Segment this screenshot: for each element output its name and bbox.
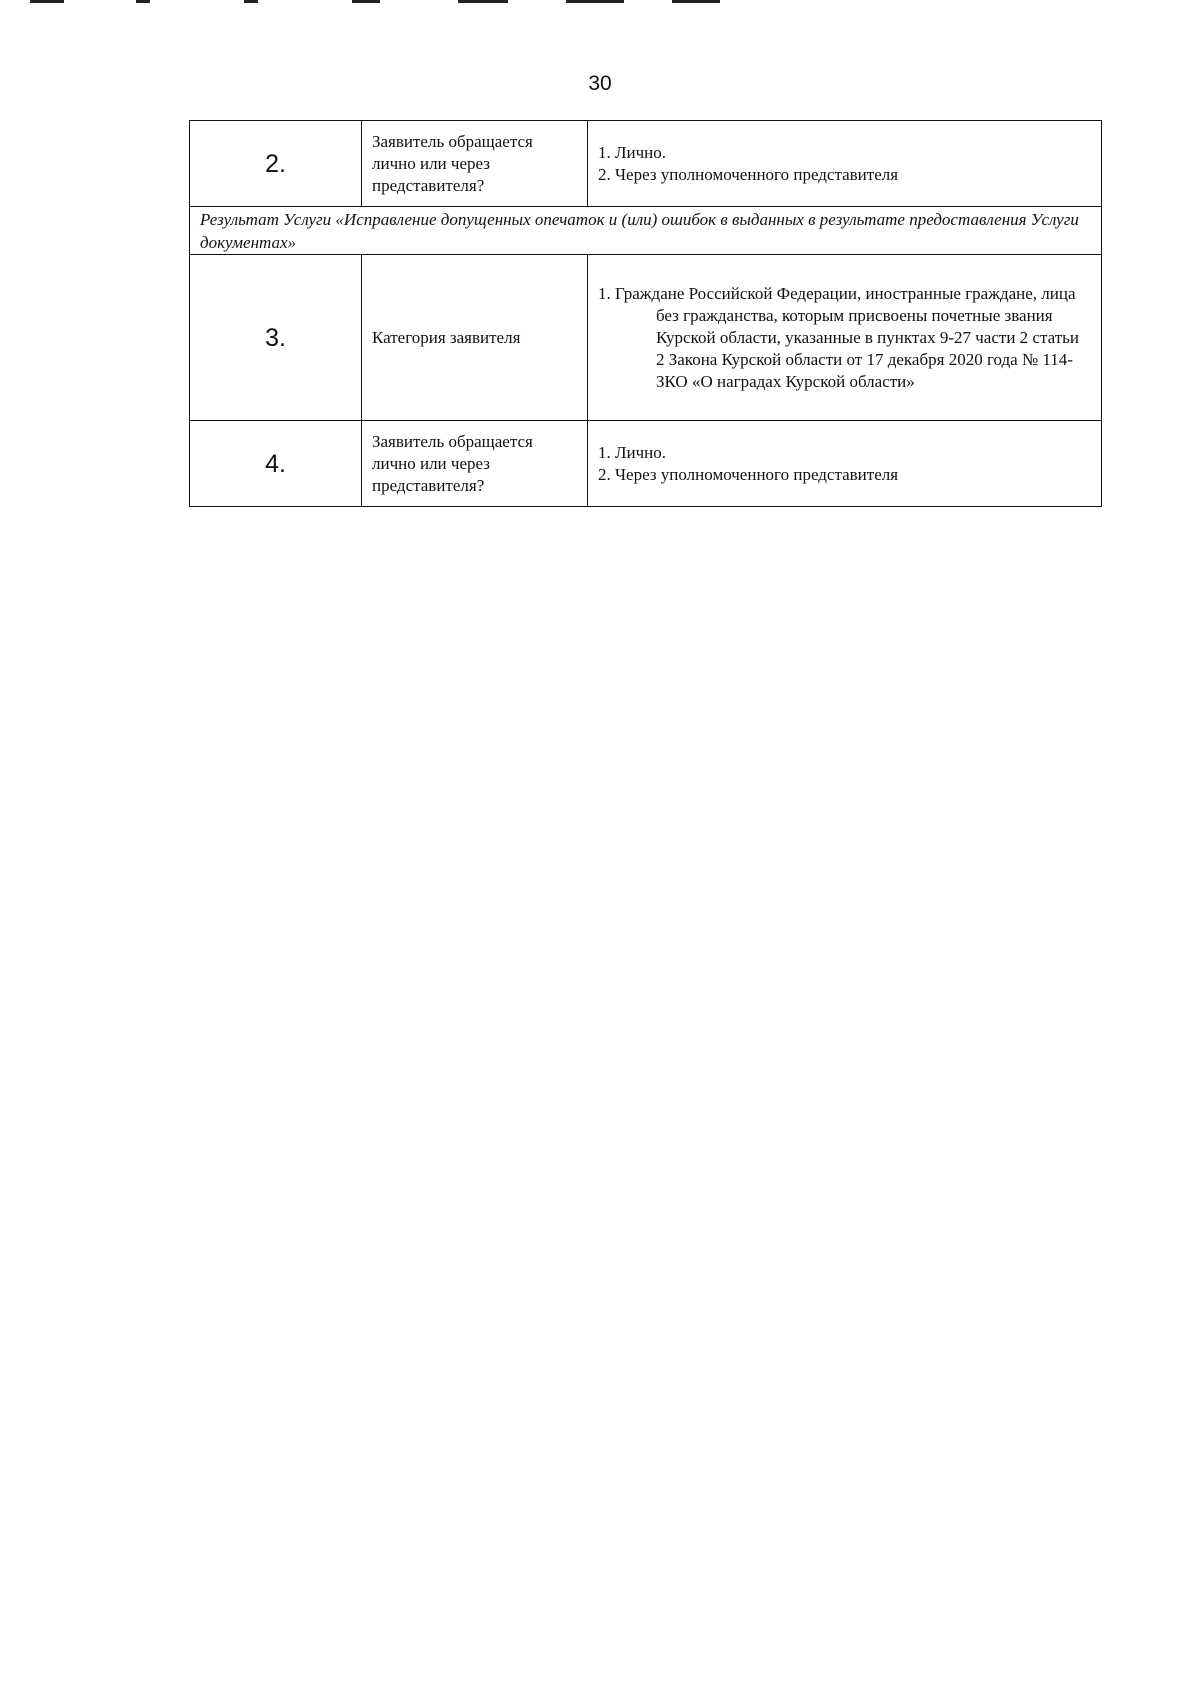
applicant-criteria-table — [189, 120, 1102, 507]
page-number: 30 — [588, 72, 612, 95]
section-header-row — [190, 207, 1102, 255]
section-header: Результат Услуги «Исправление допущенных опечаток и (или) ошибок в выданных в результате предоставления Услуги документах» — [190, 207, 1102, 255]
row-question: Категория заявителя — [362, 255, 588, 421]
row-answers — [588, 121, 1102, 207]
row-question: Заявитель обращается лично или через представителя? — [362, 421, 588, 507]
table-row — [190, 421, 1102, 507]
row-answers — [588, 421, 1102, 507]
row-question: Заявитель обращается лично или через представителя? — [362, 121, 588, 207]
row-answers — [588, 255, 1102, 421]
row-number: 2. — [190, 121, 362, 207]
row-number: 3. — [190, 255, 362, 421]
answer-option: 1. Граждане Российской Федерации, иностранные граждане, лица без гражданства, которым присвоены почетные звания Курской области, указанные в пунктах 9-27 части 2 статьи 2 Закона Курской области от 17 декабря 2020 года № 114-ЗКО «О наградах Курской области» — [598, 283, 1079, 391]
scan-edge-marks — [0, 0, 1200, 4]
row-number: 4. — [190, 421, 362, 507]
answer-option: 1. Лично. — [598, 142, 667, 162]
answer-option: 2. Через уполномоченного представителя — [598, 164, 899, 184]
table-row — [190, 255, 1102, 421]
answer-option: 1. Лично. — [598, 442, 667, 462]
table-row — [190, 121, 1102, 207]
answer-option: 2. Через уполномоченного представителя — [598, 464, 899, 484]
